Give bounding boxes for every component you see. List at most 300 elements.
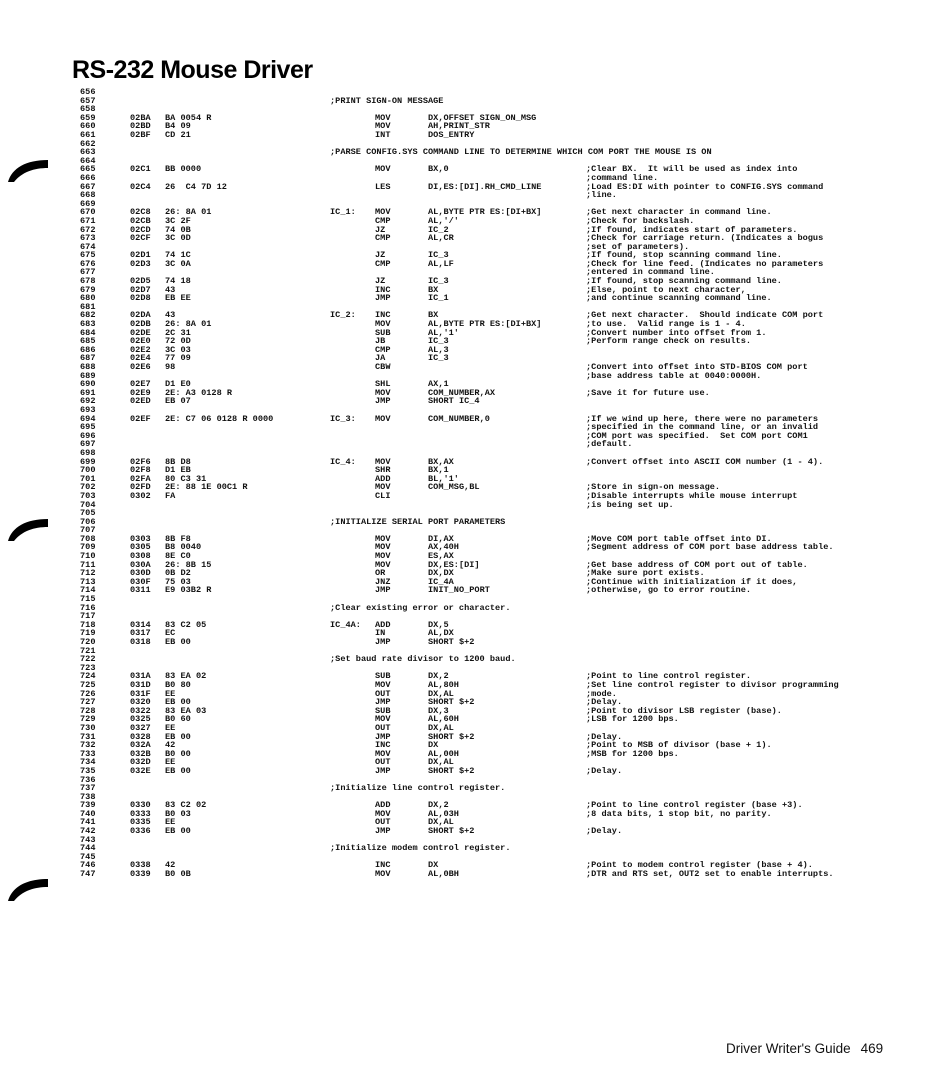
section-comment: ;INITIALIZE SERIAL PORT PARAMETERS (330, 516, 506, 527)
hex-bytes: 26: 8A 01 (165, 207, 212, 218)
line-number: 670 (80, 207, 96, 218)
operands: BX,0 (428, 164, 449, 175)
address: 032A (130, 740, 151, 751)
comment: ;Move COM port table offset into DI. (586, 533, 772, 544)
operands: IC_4A (428, 576, 454, 587)
opcode: JMP (375, 826, 391, 837)
line-number: 702 (80, 482, 96, 493)
comment: ;Get next character. Should indicate COM port (586, 310, 824, 321)
line-number: 704 (80, 499, 96, 510)
address: 02C1 (130, 164, 151, 175)
address: 0320 (130, 697, 151, 708)
address: 0335 (130, 817, 151, 828)
code-line (0, 767, 950, 776)
code-line (0, 501, 950, 510)
binder-tab-mark (8, 158, 48, 182)
comment: ;Convert offset into ASCII COM number (1 - 4). (586, 456, 824, 467)
opcode: CMP (375, 233, 391, 244)
label: IC_2: (330, 310, 356, 321)
hex-bytes: EB EE (165, 293, 191, 304)
hex-bytes: 74 18 (165, 276, 191, 287)
hex-bytes: 77 09 (165, 353, 191, 364)
line-number: 679 (80, 284, 96, 295)
operands: SHORT $+2 (428, 637, 475, 647)
operands: SHORT IC_4 (428, 396, 480, 407)
comment: ;Convert number into offset from 1. (586, 327, 767, 338)
operands: COM_NUMBER,0 (428, 413, 490, 424)
line-number: 708 (80, 533, 96, 544)
hex-bytes: 2E: A3 0128 R (165, 387, 233, 398)
section-comment: ;PRINT SIGN-ON MESSAGE (330, 95, 444, 106)
address: 0338 (130, 860, 151, 871)
address: 0302 (130, 490, 151, 501)
operands: AL,BYTE PTR ES:[DI+BX] (428, 319, 542, 330)
opcode: MOV (375, 482, 391, 493)
hex-bytes: EB 00 (165, 697, 191, 708)
comment: ;Point to divisor LSB register (base). (586, 705, 782, 716)
operands: SHORT $+2 (428, 826, 475, 837)
line-number: 707 (80, 525, 96, 536)
operands: IC_1 (428, 293, 449, 304)
comment: ;default. (586, 439, 633, 450)
comment: ;and continue scanning command line. (586, 293, 772, 304)
comment: ;Set line control register to divisor programming (586, 679, 839, 690)
code-line (0, 492, 950, 501)
opcode: CMP (375, 258, 391, 269)
line-number: 668 (80, 190, 96, 201)
line-number: 715 (80, 594, 96, 605)
hex-bytes: FA (165, 490, 176, 501)
line-number: 685 (80, 336, 96, 347)
opcode: CMP (375, 344, 391, 355)
label: IC_4A: (330, 619, 361, 630)
address: 02E2 (130, 344, 151, 355)
operands: DX,DX (428, 568, 454, 579)
binder-tab-mark (8, 517, 48, 541)
opcode: JMP (375, 765, 391, 776)
address: 02C4 (130, 181, 151, 192)
line-number: 713 (80, 576, 96, 587)
comment: ;Load ES:DI with pointer to CONFIG.SYS command (586, 181, 824, 192)
address: 02CD (130, 224, 151, 235)
line-number: 733 (80, 748, 96, 759)
hex-bytes: 3C 0D (165, 233, 191, 244)
opcode: JZ (375, 250, 386, 261)
operands: DI,ES:[DI].RH_CMD_LINE (428, 181, 542, 192)
comment: ;mode. (586, 688, 617, 699)
address: 02E7 (130, 379, 151, 390)
line-number: 703 (80, 490, 96, 501)
line-number: 705 (80, 508, 96, 519)
address: 02D5 (130, 276, 151, 287)
address: 02D1 (130, 250, 151, 261)
line-number: 658 (80, 104, 96, 115)
opcode: MOV (375, 533, 391, 544)
line-number: 698 (80, 447, 96, 458)
opcode: SUB (375, 671, 391, 682)
line-number: 726 (80, 688, 96, 699)
hex-bytes: 80 C3 31 (165, 473, 207, 484)
line-number: 723 (80, 662, 96, 673)
page-number: 469 (860, 1041, 884, 1056)
operands: AX,40H (428, 542, 459, 553)
section-comment: ;Clear existing error or character. (330, 602, 511, 613)
opcode: OUT (375, 688, 391, 699)
address: 02CF (130, 233, 151, 244)
line-number: 737 (80, 783, 96, 794)
address: 02BD (130, 121, 151, 132)
operands: IC_3 (428, 353, 449, 364)
operands: BL,'1' (428, 473, 459, 484)
line-number: 688 (80, 362, 96, 372)
opcode: ADD (375, 800, 391, 811)
comment: ;specified in the command line, or an invalid (586, 422, 819, 433)
line-number: 665 (80, 164, 96, 175)
opcode: SHR (375, 465, 391, 476)
operands: DX,OFFSET SIGN_ON_MSG (428, 112, 537, 123)
hex-bytes: EE (165, 722, 176, 733)
comment: ;Check for backslash. (586, 215, 695, 226)
operands: AH,PRINT_STR (428, 121, 490, 132)
hex-bytes: 83 EA 03 (165, 705, 207, 716)
opcode: INC (375, 860, 391, 871)
hex-bytes: 3C 03 (165, 344, 191, 355)
hex-bytes: EE (165, 688, 176, 699)
opcode: JMP (375, 637, 391, 647)
operands: DI,AX (428, 533, 454, 544)
address: 02CB (130, 215, 151, 226)
address: 030A (130, 559, 151, 570)
opcode: MOV (375, 679, 391, 690)
line-number: 681 (80, 301, 96, 312)
comment: ;Point to MSB of divisor (base + 1). (586, 740, 772, 751)
address: 02DB (130, 319, 151, 330)
line-number: 674 (80, 241, 96, 252)
comment: ;Segment address of COM port base address table. (586, 542, 834, 553)
line-number: 709 (80, 542, 96, 553)
opcode: CBW (375, 362, 391, 372)
hex-bytes: 2C 31 (165, 327, 191, 338)
hex-bytes: EB 00 (165, 731, 191, 742)
hex-bytes: EB 00 (165, 765, 191, 776)
line-number: 689 (80, 370, 96, 381)
opcode: MOV (375, 542, 391, 553)
opcode: ADD (375, 473, 391, 484)
opcode: MOV (375, 207, 391, 218)
opcode: CMP (375, 215, 391, 226)
address: 0328 (130, 731, 151, 742)
comment: ;Point to line control register (base +3). (586, 800, 803, 811)
opcode: IN (375, 628, 386, 639)
line-number: 659 (80, 112, 96, 123)
code-line (0, 88, 950, 97)
address: 02FA (130, 473, 151, 484)
comment: ;set of parameters). (586, 241, 690, 252)
address: 0336 (130, 826, 151, 837)
line-number: 675 (80, 250, 96, 261)
comment: ;8 data bits, 1 stop bit, no parity. (586, 808, 772, 819)
opcode: INT (375, 129, 391, 140)
comment: ;entered in command line. (586, 267, 715, 278)
opcode: MOV (375, 319, 391, 330)
address: 02EF (130, 413, 151, 424)
opcode: JMP (375, 396, 391, 407)
hex-bytes: 83 C2 02 (165, 800, 207, 811)
line-number: 678 (80, 276, 96, 287)
address: 031F (130, 688, 151, 699)
operands: IC_3 (428, 336, 449, 347)
line-number: 734 (80, 757, 96, 768)
operands: AL,03H (428, 808, 459, 819)
line-number: 732 (80, 740, 96, 751)
address: 02BF (130, 129, 151, 140)
code-line (0, 148, 950, 157)
line-number: 716 (80, 602, 96, 613)
line-number: 672 (80, 224, 96, 235)
opcode: MOV (375, 387, 391, 398)
line-number: 673 (80, 233, 96, 244)
comment: ;to use. Valid range is 1 - 4. (586, 319, 746, 330)
line-number: 743 (80, 834, 96, 845)
address: 02ED (130, 396, 151, 407)
comment: ;Convert into offset into STD-BIOS COM port (586, 362, 808, 372)
code-line (0, 294, 950, 303)
operands: DX,AL (428, 688, 454, 699)
comment: ;is being set up. (586, 499, 674, 510)
line-number: 717 (80, 611, 96, 622)
opcode: MOV (375, 714, 391, 725)
operands: DX,2 (428, 671, 449, 682)
opcode: INC (375, 284, 391, 295)
opcode: MOV (375, 121, 391, 132)
operands: IC_2 (428, 224, 449, 235)
line-number: 686 (80, 344, 96, 355)
opcode: JZ (375, 224, 386, 235)
hex-bytes: 3C 0A (165, 258, 191, 269)
opcode: OUT (375, 722, 391, 733)
comment: ;Point to line control register. (586, 671, 752, 682)
operands: DX,2 (428, 800, 449, 811)
opcode: MOV (375, 551, 391, 562)
code-line (0, 784, 950, 793)
operands: AL,80H (428, 679, 459, 690)
opcode: MOV (375, 456, 391, 467)
address: 02D7 (130, 284, 151, 295)
line-number: 740 (80, 808, 96, 819)
opcode: MOV (375, 559, 391, 570)
address: 030F (130, 576, 151, 587)
operands: IC_3 (428, 276, 449, 287)
comment: ;If we wind up here, there were no parameters (586, 413, 819, 424)
hex-bytes: E9 03B2 R (165, 585, 212, 596)
comment: ;Make sure port exists. (586, 568, 705, 579)
hex-bytes: 42 (165, 860, 176, 871)
code-line (0, 432, 950, 441)
operands: DX (428, 860, 439, 871)
operands: AL,CR (428, 233, 454, 244)
operands: AL,DX (428, 628, 454, 639)
line-number: 745 (80, 851, 96, 862)
line-number: 718 (80, 619, 96, 630)
address: 030D (130, 568, 151, 579)
comment: ;If found, indicates start of parameters. (586, 224, 798, 235)
code-line (0, 363, 950, 372)
operands: AL,'/' (428, 215, 459, 226)
hex-bytes: B0 60 (165, 714, 191, 725)
line-number: 731 (80, 731, 96, 742)
line-number: 663 (80, 147, 96, 158)
comment: ;Delay. (586, 697, 623, 708)
comment: ;base address table at 0040:0000H. (586, 370, 762, 381)
operands: DX,AL (428, 757, 454, 768)
guide-name: Driver Writer's Guide (726, 1041, 851, 1056)
opcode: ADD (375, 619, 391, 630)
address: 0330 (130, 800, 151, 811)
line-number: 722 (80, 654, 96, 665)
line-number: 687 (80, 353, 96, 364)
line-number: 660 (80, 121, 96, 132)
opcode: MOV (375, 808, 391, 819)
operands: SHORT $+2 (428, 731, 475, 742)
line-number: 664 (80, 155, 96, 166)
comment: ;line. (586, 190, 617, 201)
hex-bytes: 2E: 88 1E 00C1 R (165, 482, 248, 493)
line-number: 739 (80, 800, 96, 811)
line-number: 725 (80, 679, 96, 690)
line-number: 738 (80, 791, 96, 802)
comment: ;Save it for future use. (586, 387, 710, 398)
code-line (0, 638, 950, 647)
code-line (0, 397, 950, 406)
hex-bytes: 26: 8A 01 (165, 319, 212, 330)
comment: ;command line. (586, 172, 659, 183)
comment: ;Get next character in command line. (586, 207, 772, 218)
opcode: CLI (375, 490, 391, 501)
hex-bytes: 42 (165, 740, 176, 751)
code-line (0, 165, 950, 174)
section-comment: ;Initialize line control register. (330, 783, 506, 794)
line-number: 728 (80, 705, 96, 716)
opcode: OUT (375, 817, 391, 828)
operands: INIT_NO_PORT (428, 585, 490, 596)
line-number: 657 (80, 95, 96, 106)
comment: ;Get base address of COM port out of table. (586, 559, 808, 570)
opcode: MOV (375, 112, 391, 123)
opcode: JMP (375, 697, 391, 708)
opcode: JMP (375, 585, 391, 596)
binder-tab-mark (8, 877, 48, 901)
operands: AL,BYTE PTR ES:[DI+BX] (428, 207, 542, 218)
opcode: JZ (375, 276, 386, 287)
line-number: 695 (80, 422, 96, 433)
hex-bytes: B0 80 (165, 679, 191, 690)
label: IC_1: (330, 207, 356, 218)
hex-bytes: 74 0B (165, 224, 191, 235)
address: 0317 (130, 628, 151, 639)
hex-bytes: 75 03 (165, 576, 191, 587)
code-line (0, 655, 950, 664)
section-comment: ;PARSE CONFIG.SYS COMMAND LINE TO DETERMINE WHICH COM PORT THE MOUSE IS ON (330, 147, 712, 158)
hex-bytes: EB 00 (165, 826, 191, 837)
comment: ;Clear BX. It will be used as index into (586, 164, 798, 175)
hex-bytes: 43 (165, 284, 176, 295)
line-number: 747 (80, 869, 96, 880)
comment: ;Delay. (586, 731, 623, 742)
hex-bytes: 72 0D (165, 336, 191, 347)
line-number: 671 (80, 215, 96, 226)
operands: DX,AL (428, 817, 454, 828)
code-line (0, 518, 950, 527)
hex-bytes: BB 0000 (165, 164, 202, 175)
comment: ;If found, stop scanning command line. (586, 250, 782, 261)
address: 0325 (130, 714, 151, 725)
line-number: 669 (80, 198, 96, 209)
code-line (0, 440, 950, 449)
operands: SHORT $+2 (428, 697, 475, 708)
operands: DX,5 (428, 619, 449, 630)
hex-bytes: 8B D8 (165, 456, 191, 467)
opcode: INC (375, 310, 391, 321)
operands: ES,AX (428, 551, 454, 562)
operands: DOS_ENTRY (428, 129, 475, 140)
comment: ;MSB for 1200 bps. (586, 748, 679, 759)
opcode: JMP (375, 293, 391, 304)
hex-bytes: EB 07 (165, 396, 191, 407)
hex-bytes: 8B F8 (165, 533, 191, 544)
address: 032D (130, 757, 151, 768)
address: 02FD (130, 482, 151, 493)
address: 031A (130, 671, 151, 682)
operands: AL,3 (428, 344, 449, 355)
code-line (0, 870, 950, 879)
line-number: 694 (80, 413, 96, 424)
operands: AL,LF (428, 258, 454, 269)
hex-bytes: 98 (165, 362, 176, 372)
operands: COM_MSG,BL (428, 482, 480, 493)
operands: AL,'1' (428, 327, 459, 338)
code-line (0, 586, 950, 595)
line-number: 700 (80, 465, 96, 476)
hex-bytes: B4 09 (165, 121, 191, 132)
address: 0339 (130, 869, 151, 880)
operands: BX,1 (428, 465, 449, 476)
code-line (0, 191, 950, 200)
address: 0311 (130, 585, 151, 596)
code-line (0, 827, 950, 836)
address: 0303 (130, 533, 151, 544)
line-number: 680 (80, 293, 96, 304)
operands: IC_3 (428, 250, 449, 261)
opcode: OR (375, 568, 386, 579)
line-number: 683 (80, 319, 96, 330)
comment: ;COM port was specified. Set COM port COM1 (586, 430, 808, 441)
line-number: 724 (80, 671, 96, 682)
hex-bytes: B0 03 (165, 808, 191, 819)
line-number: 719 (80, 628, 96, 639)
address: 0318 (130, 637, 151, 647)
hex-bytes: CD 21 (165, 129, 191, 140)
line-number: 742 (80, 826, 96, 837)
hex-bytes: EE (165, 757, 176, 768)
address: 0305 (130, 542, 151, 553)
opcode: INC (375, 740, 391, 751)
section-comment: ;Initialize modem control register. (330, 843, 511, 854)
address: 0308 (130, 551, 151, 562)
comment: ;Perform range check on results. (586, 336, 752, 347)
address: 02D8 (130, 293, 151, 304)
line-number: 711 (80, 559, 96, 570)
address: 0314 (130, 619, 151, 630)
